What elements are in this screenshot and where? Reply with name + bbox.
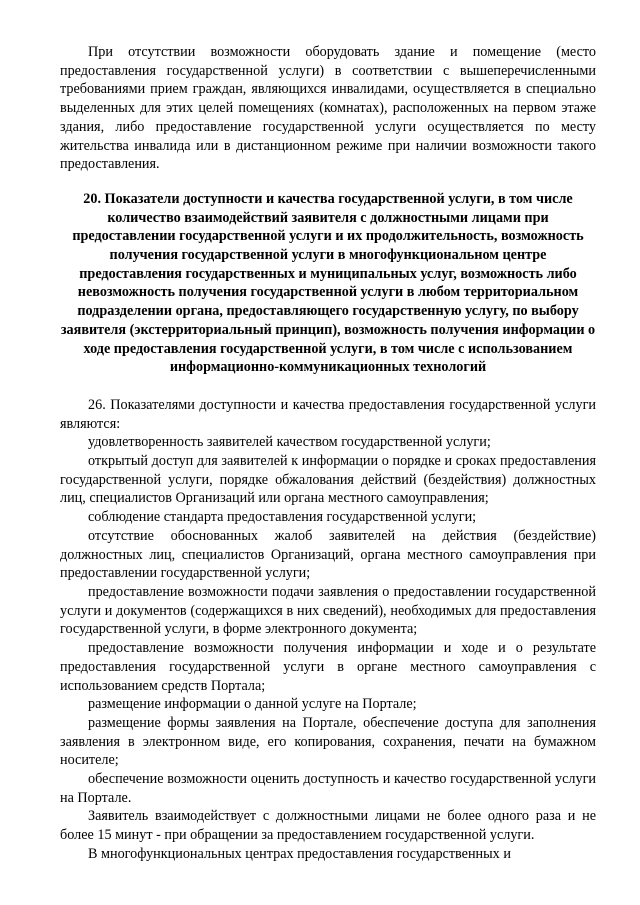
list-item: предоставление возможности получения информации и ходе и о результате предоставления государственной услуги в органе местного самоуправления с использованием средств Портала; (60, 640, 596, 694)
paragraph-indicators-intro: 26. Показателями доступности и качества предоставления государственной услуги являются: (60, 396, 596, 432)
intro-paragraph: При отсутствии возможности оборудовать здание и помещение (место предоставления государственной услуги) в соответствии с вышеперечисленными требованиями прием граждан, являющихся инвалидами, осуществляется в специально выделенных для этих целей помещениях (комнатах), расположенных на первом этаже здания, либо предоставление государственной услуги осуществляется по месту жительства инвалида или в дистанционном режиме при наличии возможности такого предоставления. (60, 44, 596, 173)
spacer (60, 174, 596, 190)
paragraph-interaction: Заявитель взаимодействует с должностными лицами не более одного раза и не более 15 минут - при обращении за предоставлением государственной услуги. (60, 808, 596, 844)
paragraph-mfc: В многофункциональных центрах предоставления государственных и (88, 845, 511, 862)
list-item: отсутствие обоснованных жалоб заявителей на действия (бездействие) должностных лиц, специалистов Организаций, органа местного самоуправления при предоставлении государственной услуги; (60, 527, 596, 582)
list-item: обеспечение возможности оценить доступность и качество государственной услуги на Портале. (60, 771, 596, 806)
list-item: размещение формы заявления на Портале, обеспечение доступа для заполнения заявления в электронном виде, его копирования, сохранения, печати на бумажном носителе; (60, 714, 596, 769)
list-item: соблюдение стандарта предоставления государственной услуги; (88, 509, 477, 526)
list-item: открытый доступ для заявителей к информации о порядке и сроках предоставления государственной услуги, порядке обжалования действий (бездействия) должностных лиц, специалистов Организаций или органа местного самоуправления; (60, 453, 596, 507)
list-item: удовлетворенность заявителей качеством государственной услуги; (88, 434, 491, 451)
spacer (60, 377, 596, 396)
list-item: предоставление возможности подачи заявления о предоставлении государственной услуги и документов (содержащихся в них сведений), необходимых для предоставления государственной услуги, в форме электронного документа; (60, 583, 596, 638)
section-heading: 20. Показатели доступности и качества государственной услуги, в том числе количество взаимодействий заявителя с должностными лицами при предоставлении государственной услуги и их продолжительность, возможность получения государственной услуги в многофункциональном центре предоставления государственных и муниципальных услуг, возможность либо невозможность получения государственной услуги в любом территориальном подразделении органа, предоставляющего государственную услугу, по выбору заявителя (экстерриториальный принцип), возможность получения информации о ходе предоставления государственной услуги, в том числе с использованием информационно-коммуникационных технологий (60, 190, 596, 376)
document-page (60, 43, 596, 864)
list-item: размещение информации о данной услуге на Портале; (88, 696, 417, 713)
